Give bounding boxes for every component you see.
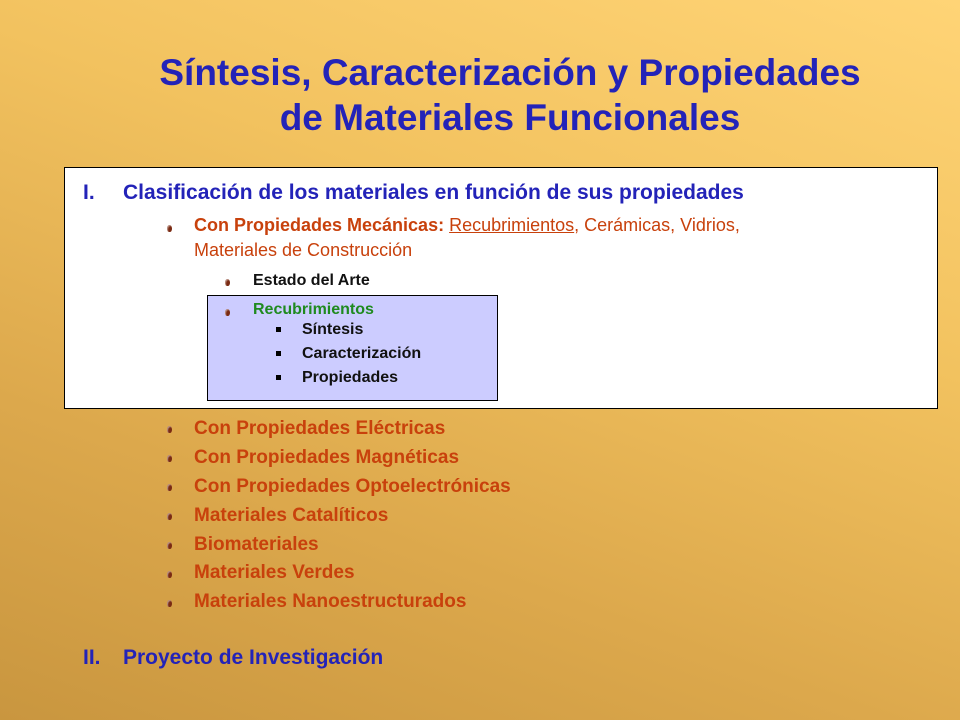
section-1-heading [83, 181, 744, 205]
bullet-icon [167, 600, 172, 607]
synthesis-step: Síntesis [302, 321, 364, 338]
list-item: Con Propiedades Eléctricas [194, 418, 446, 439]
coatings-item: Recubrimientos [253, 301, 374, 318]
list-item: Con Propiedades Magnéticas [194, 447, 460, 468]
bullet-icon [167, 426, 172, 433]
section-2-number: II. [83, 646, 101, 669]
list-item: Biomateriales [194, 534, 319, 555]
list-item: Materiales Nanoestructurados [194, 591, 467, 612]
list-item: Materiales Catalíticos [194, 505, 389, 526]
slide-title [60, 50, 960, 140]
section-1-label: Clasificación de los materiales en función de sus propiedades [123, 181, 744, 204]
title-line-1: Síntesis, Caracterización y Propiedades [159, 52, 861, 93]
section-1-number: I. [83, 181, 95, 204]
bullet-icon [225, 279, 230, 286]
mechanical-properties-item [194, 213, 740, 263]
properties-step: Propiedades [302, 369, 399, 386]
mechanical-line-1 [194, 213, 740, 238]
section-2-heading [83, 646, 383, 670]
list-item: Con Propiedades Optoelectrónicas [194, 476, 511, 497]
square-bullet-icon [276, 327, 281, 332]
bullet-icon [167, 542, 172, 549]
bullet-icon [225, 309, 230, 316]
section-2-label: Proyecto de Investigación [123, 646, 384, 669]
mechanical-rest-1: , Cerámicas, Vidrios, [574, 215, 740, 235]
mechanical-lead: Con Propiedades Mecánicas: [194, 215, 445, 235]
square-bullet-icon [276, 351, 281, 356]
coatings-link[interactable]: Recubrimientos [449, 215, 575, 235]
title-line-2: de Materiales Funcionales [279, 97, 741, 138]
bullet-icon [167, 513, 172, 520]
bullet-icon [167, 455, 172, 462]
characterization-step: Caracterización [302, 345, 422, 362]
bullet-icon [167, 571, 172, 578]
square-bullet-icon [276, 375, 281, 380]
mechanical-line-2: Materiales de Construcción [194, 240, 413, 260]
state-of-art-item: Estado del Arte [253, 272, 370, 289]
bullet-icon [167, 484, 172, 491]
bullet-icon [167, 225, 172, 232]
list-item: Materiales Verdes [194, 562, 355, 583]
